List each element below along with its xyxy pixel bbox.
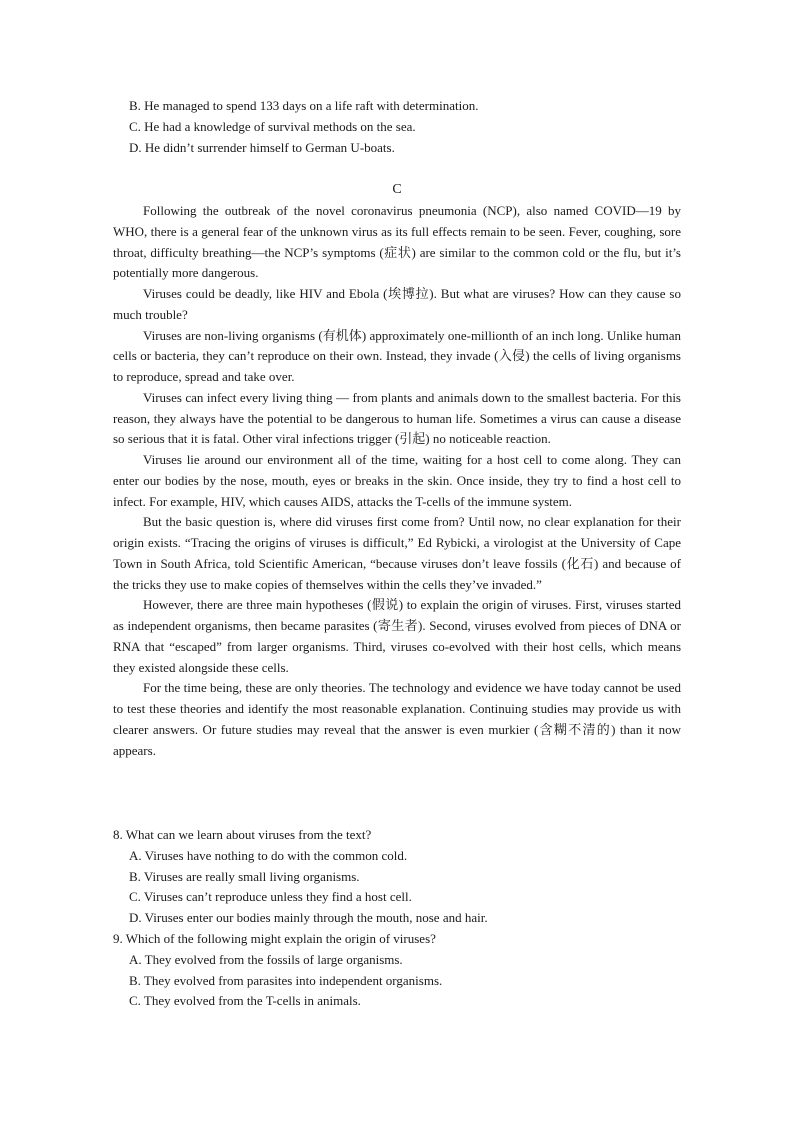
section-heading: C: [392, 182, 402, 197]
paragraph-6: But the basic question is, where did viruses first come from? Until now, no clear explanation for their origin exists. “Tracing the origins of viruses is difficult,” Ed Rybicki, a virologist at the University of Cape Town in South Africa, told Scientific American, “because viruses don’t leave fossils (化石) and because of the tricks they use to make copies of themselves within the cells they’ve invaded.”: [113, 514, 681, 592]
question-8: [113, 825, 693, 929]
question-stem: 9. Which of the following might explain the origin of viruses?: [113, 931, 436, 946]
paragraph-8: For the time being, these are only theories. The technology and evidence we have today cannot be used to test these theories and identify the most reasonable explanation. Continuing studies may provide us with clearer answers. Or future studies may reveal that the answer is even murkier (含糊不清的) than it now appears.: [113, 680, 681, 758]
option-a: A. They evolved from the fossils of large organisms.: [129, 951, 403, 967]
paragraph-2: Viruses could be deadly, like HIV and Ebola (埃博拉). But what are viruses? How can they cause so much trouble?: [113, 286, 681, 322]
option-b: B. They evolved from parasites into independent organisms.: [129, 972, 443, 988]
option-a: A. Viruses have nothing to do with the common cold.: [129, 847, 408, 863]
prev-option-c: C. He had a knowledge of survival methods on the sea.: [129, 119, 416, 134]
question-stem: 8. What can we learn about viruses from the text?: [113, 827, 372, 842]
paragraph-3: Viruses are non-living organisms (有机体) approximately one-millionth of an inch long. Unlike human cells or bacteria, they can’t reproduce on their own. Instead, they invade (入侵) the cells of living organisms to reproduce, spread and take over.: [113, 327, 681, 384]
passage: [113, 201, 681, 761]
paragraph-7: However, there are three main hypotheses (假说) to explain the origin of viruses. First, viruses started as independent organisms, then became parasites (寄生者). Second, viruses evolved from pieces of DNA or RNA that “escaped” from larger organisms. Third, viruses co-evolved with their host cells, which means they existed alongside these cells.: [113, 597, 681, 675]
paragraph-5: Viruses lie around our environment all of the time, waiting for a host cell to come along. They can enter our bodies by the nose, mouth, eyes or breaks in the skin. Once inside, they try to find a host cell to infect. For example, HIV, which causes AIDS, attacks the T-cells of the immune system.: [113, 452, 681, 509]
option-d: D. Viruses enter our bodies mainly through the mouth, nose and hair.: [129, 910, 488, 925]
question-9: [113, 929, 693, 1012]
paragraph-4: Viruses can infect every living thing — from plants and animals down to the smallest bacteria. For this reason, they always have the potential to be dangerous to human life. Sometimes a virus can cause a disease so serious that it is fatal. Other viral infections trigger (引起) no noticeable reaction.: [113, 389, 681, 447]
option-c: C. They evolved from the T-cells in animals.: [129, 993, 361, 1009]
paragraph-1: Following the outbreak of the novel coronavirus pneumonia (NCP), also named COVID—19 by WHO, there is a general fear of the unknown virus as its full effects remain to be seen. Fever, coughing, sore throat, difficulty breathing—the NCP’s symptoms (症状) are similar to the common cold or the flu, but it’s potentially more dangerous.: [113, 203, 681, 281]
option-c: C. Viruses can’t reproduce unless they find a host cell.: [129, 889, 412, 905]
prev-option-d: D. He didn’t surrender himself to German U-boats.: [129, 140, 395, 155]
option-b: B. Viruses are really small living organisms.: [129, 868, 360, 884]
prev-option-b: B. He managed to spend 133 days on a life raft with determination.: [129, 98, 479, 113]
